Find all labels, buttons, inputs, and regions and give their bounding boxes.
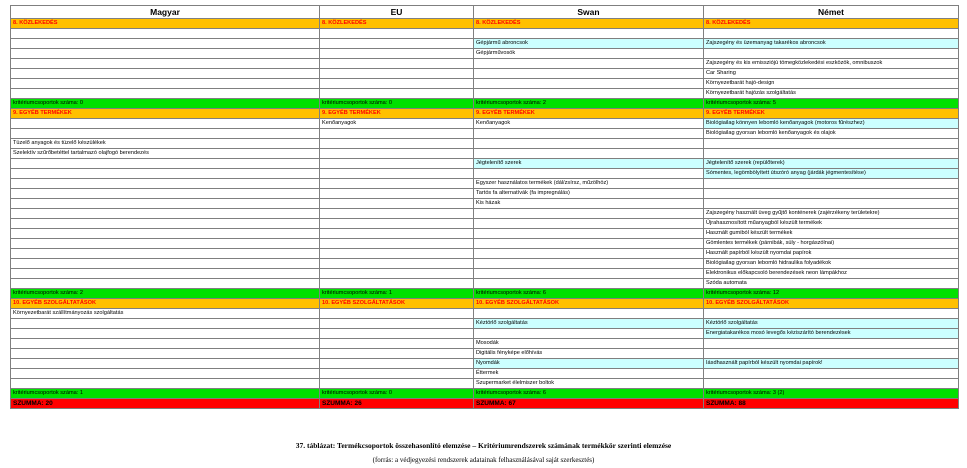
table-cell: [11, 129, 320, 139]
table-cell: [11, 159, 320, 169]
table-cell: 8. KÖZLEKEDÉS: [474, 19, 704, 29]
table-cell: [320, 349, 474, 359]
table-cell: [474, 239, 704, 249]
table-cell: [11, 239, 320, 249]
table-cell: [704, 189, 959, 199]
table-cell: Gépjárművosók: [474, 49, 704, 59]
criteria-count-row: [11, 289, 959, 299]
table-cell: [474, 139, 704, 149]
table-cell: [320, 169, 474, 179]
table-cell: Zajszegény és üzemanyag takarékos abroncsok: [704, 39, 959, 49]
table-cell: [11, 89, 320, 99]
table-cell: [474, 219, 704, 229]
table-cell: [474, 279, 704, 289]
table-cell: kritériumcsoportok száma: 1: [11, 389, 320, 399]
table-cell: kritériumcsoportok száma: 3 (2): [704, 389, 959, 399]
table-cell: [11, 59, 320, 69]
table-cell: [474, 209, 704, 219]
table-cell: [320, 269, 474, 279]
table-cell: [11, 379, 320, 389]
table-cell: [474, 149, 704, 159]
table-cell: Szóda automata: [704, 279, 959, 289]
table-cell: kritériumcsoportok száma: 6: [474, 389, 704, 399]
table-row: [11, 69, 959, 79]
table-cell: [704, 199, 959, 209]
table-cell: [320, 69, 474, 79]
table-cell: 10. EGYÉB SZOLGÁLTATÁSOK: [474, 299, 704, 309]
table-cell: kritériumcsoportok száma: 0: [320, 99, 474, 109]
table-row: [11, 139, 959, 149]
table-cell: Zajszegény használt üveg gyűjtő konténerek (zajérzékeny területekre): [704, 209, 959, 219]
table-cell: Sómentes, legömbölyített útszóró anyag (járdák jégmentesítése): [704, 169, 959, 179]
table-cell: 10. EGYÉB SZOLGÁLTATÁSOK: [320, 299, 474, 309]
table-row: [11, 179, 959, 189]
table-row: [11, 189, 959, 199]
table-cell: Használt gumiból készült termékek: [704, 229, 959, 239]
table-cell: kritériumcsoportok száma: 2: [11, 289, 320, 299]
table-cell: Jégtelenítő szerek (repülőterek): [704, 159, 959, 169]
column-header-magyar: Magyar: [11, 6, 320, 19]
table-cell: Digitális fényképe előhívás: [474, 349, 704, 359]
table-cell: SZUMMA: 88: [704, 399, 959, 409]
header-row: [11, 6, 959, 19]
table-cell: [320, 239, 474, 249]
table-cell: kritériumcsoportok száma: 0: [11, 99, 320, 109]
table-cell: [704, 139, 959, 149]
table-row: [11, 349, 959, 359]
table-cell: 10. EGYÉB SZOLGÁLTATÁSOK: [11, 299, 320, 309]
table-row: [11, 29, 959, 39]
section-header-row: [11, 109, 959, 119]
table-caption: 37. táblázat: Termékcsoportok összehasonlító elemzése – Kritériumrendszerek számának termékkör szerinti elemzése: [295, 441, 672, 450]
table-cell: [320, 159, 474, 169]
table-cell: Kéztörlő szolgáltatás: [474, 319, 704, 329]
table-cell: kritériumcsoportok száma: 1: [320, 289, 474, 299]
table-cell: [320, 249, 474, 259]
table-cell: [704, 309, 959, 319]
table-cell: [320, 359, 474, 369]
table-cell: [704, 379, 959, 389]
table-cell: 9. EGYÉB TERMÉKEK: [474, 109, 704, 119]
table-cell: [320, 189, 474, 199]
table-row: [11, 159, 959, 169]
table-cell: Újrahasznosított műanyagból készült termékek: [704, 219, 959, 229]
table-row: [11, 279, 959, 289]
table-cell: [11, 229, 320, 239]
table-cell: [11, 359, 320, 369]
table-cell: [320, 369, 474, 379]
table-cell: Használt papírból készült nyomdai papírok: [704, 249, 959, 259]
table-cell: [320, 329, 474, 339]
section-header-row: [11, 19, 959, 29]
table-cell: [320, 229, 474, 239]
table-cell: 8. KÖZLEKEDÉS: [11, 19, 320, 29]
table-cell: kritériumcsoportok száma: 12: [704, 289, 959, 299]
table-cell: [320, 259, 474, 269]
table-cell: Gömlentes termékek (párnibák, súly - horgászólnai): [704, 239, 959, 249]
table-cell: [474, 69, 704, 79]
table-row: [11, 239, 959, 249]
table-cell: 9. EGYÉB TERMÉKEK: [11, 109, 320, 119]
table-cell: [11, 39, 320, 49]
table-row: [11, 339, 959, 349]
table-cell: kritériumcsoportok száma: 5: [704, 99, 959, 109]
table-row: [11, 259, 959, 269]
table-cell: Zajszegény és kis emissziójú tömegközlekedési eszközök, omnibuszok: [704, 59, 959, 69]
table-cell: Szelektív szűrőbetéttel tartalmazó olajfogó berendezés: [11, 149, 320, 159]
table-cell: Gépjármű abroncsok: [474, 39, 704, 49]
table-row: [11, 49, 959, 59]
summary-row: [11, 399, 959, 409]
table-cell: [11, 79, 320, 89]
table-row: [11, 249, 959, 259]
table-cell: Jégtelenítő szerek: [474, 159, 704, 169]
table-cell: 8. KÖZLEKEDÉS: [320, 19, 474, 29]
table-cell: SZUMMA: 67: [474, 399, 704, 409]
table-cell: [11, 119, 320, 129]
table-cell: Car Sharing: [704, 69, 959, 79]
table-cell: [11, 49, 320, 59]
table-cell: [320, 199, 474, 209]
table-row: [11, 369, 959, 379]
table-cell: [11, 369, 320, 379]
table-cell: [704, 149, 959, 159]
table-cell: [320, 219, 474, 229]
table-cell: [474, 29, 704, 39]
table-cell: [474, 259, 704, 269]
table-cell: [11, 329, 320, 339]
table-cell: [320, 129, 474, 139]
section-header-row: [11, 299, 959, 309]
table-row: [11, 149, 959, 159]
table-cell: [320, 29, 474, 39]
table-cell: Elektronikus előkapcsoló berendezések neon lámpákhoz: [704, 269, 959, 279]
table-cell: [11, 219, 320, 229]
table-cell: Egyszer használatos termékek (dál/zsírsz, műzölhöz): [474, 179, 704, 189]
table-cell: [11, 209, 320, 219]
table-cell: [704, 369, 959, 379]
table-cell: 9. EGYÉB TERMÉKEK: [704, 109, 959, 119]
table-cell: 10. EGYÉB SZOLGÁLTATÁSOK: [704, 299, 959, 309]
criteria-count-row: [11, 99, 959, 109]
table-cell: [320, 139, 474, 149]
table-cell: [11, 29, 320, 39]
table-cell: Szupermarket élelmiszer boltok: [474, 379, 704, 389]
table-cell: [320, 279, 474, 289]
table-cell: [320, 59, 474, 69]
table-row: [11, 199, 959, 209]
table-row: [11, 319, 959, 329]
table-cell: [320, 339, 474, 349]
table-cell: Energiatakarékos mosó levegős kéziszárító berendezések: [704, 329, 959, 339]
table-cell: [474, 309, 704, 319]
table-cell: Környezetbarát szállítmányozás szolgáltatás: [11, 309, 320, 319]
table-cell: [11, 249, 320, 259]
column-header-eu: EU: [320, 6, 474, 19]
table-cell: [704, 339, 959, 349]
table-cell: kritériumcsoportok száma: 0: [320, 389, 474, 399]
table-cell: [320, 379, 474, 389]
table-cell: [11, 199, 320, 209]
table-cell: [704, 179, 959, 189]
table-cell: Biológiailag gyorsan lebomló kenőanyagok és olajok: [704, 129, 959, 139]
table-cell: [11, 69, 320, 79]
table-row: [11, 129, 959, 139]
table-cell: kritériumcsoportok száma: 6: [474, 289, 704, 299]
table-cell: [474, 329, 704, 339]
table-body: [11, 19, 959, 409]
table-row: [11, 329, 959, 339]
table-cell: Mosodák: [474, 339, 704, 349]
table-row: [11, 89, 959, 99]
table-cell: [474, 59, 704, 69]
table-cell: [11, 269, 320, 279]
table-cell: Tüzelő anyagok és tüzelő készülékek: [11, 139, 320, 149]
table-cell: [320, 319, 474, 329]
table-cell: [474, 229, 704, 239]
table-cell: Kenőanyagok: [474, 119, 704, 129]
table-cell: [11, 179, 320, 189]
table-cell: 9. EGYÉB TERMÉKEK: [320, 109, 474, 119]
table-cell: [474, 79, 704, 89]
table-cell: [320, 49, 474, 59]
table-cell: Kéztörlő szolgáltatás: [704, 319, 959, 329]
table-cell: [320, 89, 474, 99]
table-cell: [11, 279, 320, 289]
table-cell: [11, 189, 320, 199]
table-row: [11, 119, 959, 129]
table-cell: Biológiailag gyorsan lebomló hidraulika folyadékok: [704, 259, 959, 269]
criteria-count-row: [11, 389, 959, 399]
table-cell: [320, 179, 474, 189]
table-cell: [474, 269, 704, 279]
table-cell: [474, 249, 704, 259]
table-cell: [320, 39, 474, 49]
table-cell: [704, 29, 959, 39]
table-cell: Iásdhasznált papírból készült nyomdai papírok!: [704, 359, 959, 369]
table-cell: Környezetbarát hajó-design: [704, 79, 959, 89]
table-cell: [320, 79, 474, 89]
table-cell: [320, 149, 474, 159]
comparison-table: [10, 5, 959, 409]
table-cell: Kenőanyagok: [320, 119, 474, 129]
table-cell: [474, 169, 704, 179]
table-row: [11, 269, 959, 279]
table-row: [11, 379, 959, 389]
table-cell: Kis házak: [474, 199, 704, 209]
table-cell: Tartós fa alternatívák (fa impregnálás): [474, 189, 704, 199]
table-cell: [11, 319, 320, 329]
table-row: [11, 59, 959, 69]
table-cell: Éttermek: [474, 369, 704, 379]
table-cell: 8. KÖZLEKEDÉS: [704, 19, 959, 29]
table-cell: [11, 339, 320, 349]
table-cell: [11, 259, 320, 269]
table-row: [11, 229, 959, 239]
table-row: [11, 169, 959, 179]
column-header-swan: Swan: [474, 6, 704, 19]
table-row: [11, 359, 959, 369]
table-cell: [11, 169, 320, 179]
table-cell: [11, 349, 320, 359]
table-cell: [474, 129, 704, 139]
table-row: [11, 39, 959, 49]
table-row: [11, 209, 959, 219]
table-source-note: (forrás: a védjegyezési rendszerek adatainak felhasználásával saját szerkesztés): [372, 456, 595, 464]
column-header-nemet: Német: [704, 6, 959, 19]
table-row: [11, 219, 959, 229]
table-cell: Környezetbarát hajózás szolgáltatás: [704, 89, 959, 99]
table-cell: kritériumcsoportok száma: 2: [474, 99, 704, 109]
table-cell: [704, 349, 959, 359]
table-cell: SZUMMA: 20: [11, 399, 320, 409]
table-cell: [320, 209, 474, 219]
table-cell: [704, 49, 959, 59]
table-cell: [474, 89, 704, 99]
table-cell: Biológiailag könnyen lebomló kenőanyagok (motoros fűrészhez): [704, 119, 959, 129]
table-cell: SZUMMA: 26: [320, 399, 474, 409]
table-row: [11, 79, 959, 89]
table-cell: Nyomdák: [474, 359, 704, 369]
table-row: [11, 309, 959, 319]
table-cell: [320, 309, 474, 319]
